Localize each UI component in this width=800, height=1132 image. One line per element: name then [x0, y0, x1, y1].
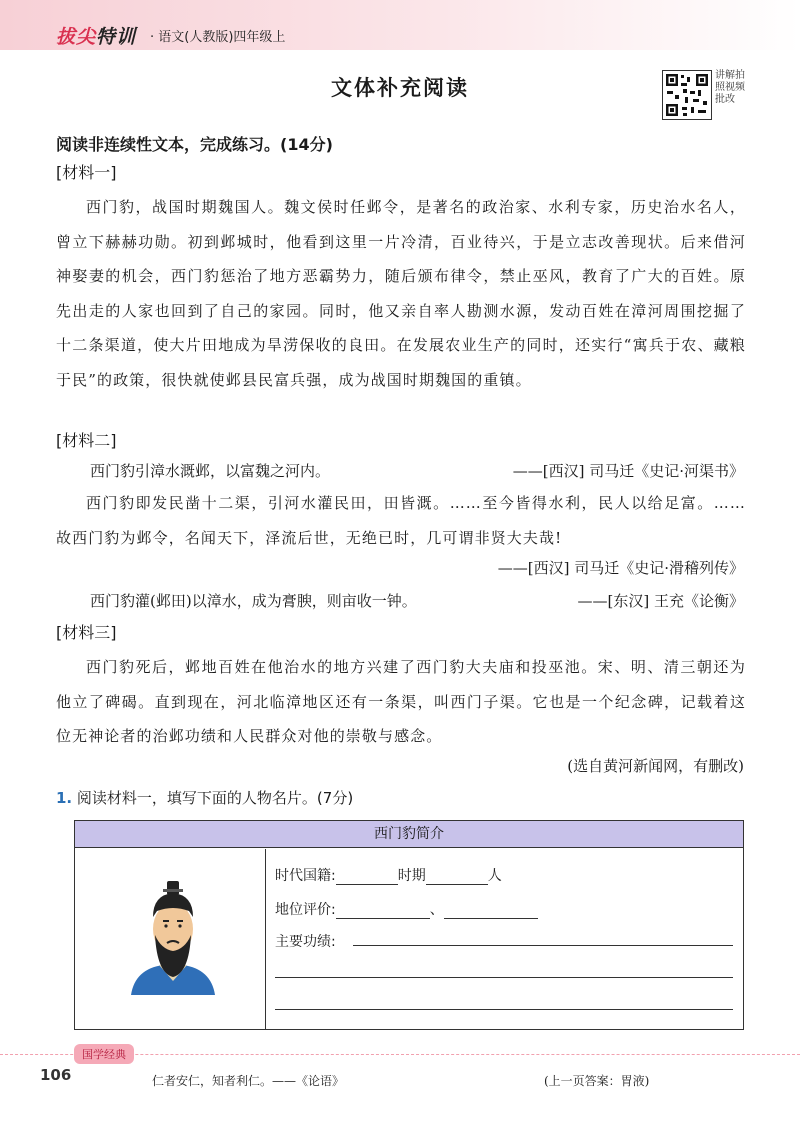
field-merit-label: 主要功绩:: [275, 934, 336, 950]
field-era-label: 时代国籍:: [275, 868, 336, 884]
material2-quote1: 西门豹引漳水溉邺，以富魏之河内。: [90, 462, 331, 480]
footer-tag: 国学经典: [74, 1044, 134, 1064]
field-era-end: 人: [487, 868, 502, 884]
field-merit: [275, 931, 336, 951]
material3-source: (选自黄河新闻网，有删改): [567, 757, 744, 775]
answer-line-2[interactable]: [275, 977, 733, 978]
question-1: [56, 787, 353, 809]
card-title: 西门豹简介: [75, 821, 743, 848]
brand-part1: 拔尖: [56, 26, 97, 48]
material2-quote2: 西门豹即发民凿十二渠，引河水灌民田，田皆溉。……至今皆得水利，民人以给足富。……故西门豹为邺令，名闻天下，泽流后世，无绝已时，几可谓非贤大夫哉!: [56, 494, 746, 547]
qr-code-icon[interactable]: [662, 70, 712, 120]
field-status: [275, 899, 538, 919]
field-status-sep: 、: [429, 902, 444, 918]
material2-source3: ——[东汉] 王充《论衡》: [577, 592, 744, 610]
field-era: [275, 865, 502, 885]
material2-quote3: 西门豹灌(邺田)以漳水，成为膏腴，则亩收一钟。: [90, 592, 417, 610]
previous-answer: (上一页答案：胃液): [544, 1074, 650, 1088]
field-era-mid: 时期: [397, 868, 426, 884]
material3-text: 西门豹死后，邺地百姓在他治水的地方兴建了西门豹大夫庙和投巫池。宋、明、清三朝还为他立了碑碣。直到现在，河北临漳地区还有一条渠，叫西门子渠。它也是一个纪念碑，记载着这位无神论者的治邺功绩和人民群众对他的崇敬与感念。: [56, 658, 746, 745]
brand-part2: 特训: [96, 26, 137, 48]
field-status-label: 地位评价:: [275, 902, 336, 918]
blank-era-country[interactable]: [426, 870, 488, 885]
blank-status-1[interactable]: [336, 904, 430, 919]
profile-card: [74, 820, 744, 1030]
instruction-text: 阅读非连续性文本，完成练习。(14分): [56, 135, 333, 154]
page-title: 文体补充阅读: [331, 76, 469, 100]
breadcrumb: · 语文(人教版)四年级上: [150, 30, 286, 45]
portrait-cell: [75, 849, 266, 1029]
material2-source1: ——[西汉] 司马迁《史记·河渠书》: [512, 462, 744, 480]
material2-source2: ——[西汉] 司马迁《史记·滑稽列传》: [497, 559, 744, 577]
answer-line-3[interactable]: [275, 1009, 733, 1010]
footer-quote: 仁者安仁，知者利仁。——《论语》: [152, 1074, 345, 1088]
brand-logo: [56, 22, 136, 49]
answer-line-1[interactable]: [353, 945, 733, 946]
question-number: 1.: [56, 789, 73, 807]
material1-heading: [材料一]: [56, 163, 117, 182]
material1-text: 西门豹，战国时期魏国人。魏文侯时任邺令，是著名的政治家、水利专家，历史治水名人，曾立下赫赫功勋。初到邺城时，他看到这里一片冷清，百业待兴，于是立志改善现状。后来借河神娶妻的机会，西门豹惩治了地方恶霸势力，随后颁布律令，禁止巫风，教育了广大的百姓。原先出走的人家也回到了自己的家园。同时，他又亲自率人勘测水源，发动百姓在漳河周围挖掘了十二条渠道，使大片田地成为旱涝保收的良田。在发展农业生产的同时，还实行“寓兵于农、藏粮于民”的政策，很快就使邺县民富兵强，成为战国时期魏国的重镇。: [56, 198, 746, 389]
page-number: 106: [40, 1066, 72, 1084]
blank-status-2[interactable]: [444, 904, 538, 919]
portrait-illustration: [123, 877, 223, 997]
material3-heading: [材料三]: [56, 623, 117, 642]
material2-heading: [材料二]: [56, 431, 117, 450]
blank-era-period[interactable]: [336, 870, 398, 885]
question-text: 阅读材料一，填写下面的人物名片。(7分): [76, 789, 354, 807]
qr-caption: 讲解拍照视频批改: [715, 70, 745, 105]
